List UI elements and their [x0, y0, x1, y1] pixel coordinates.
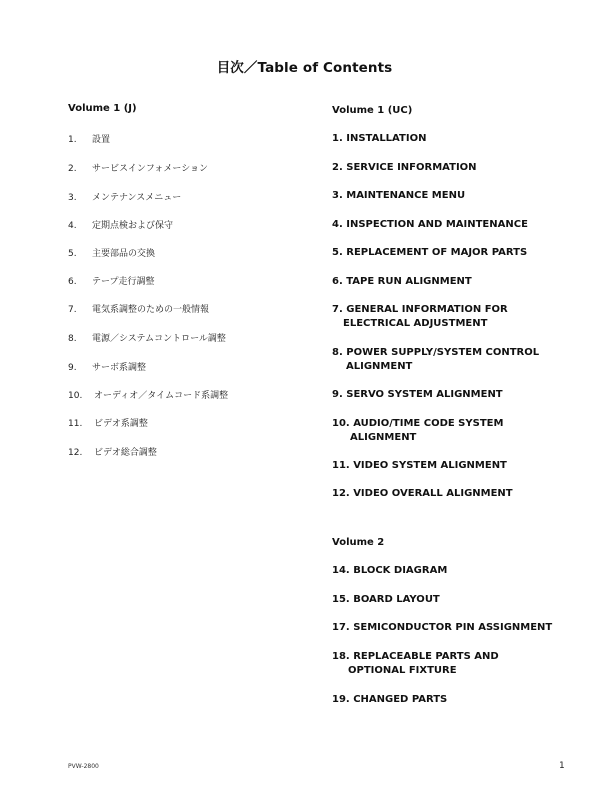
- toc-v2-item-14[interactable]: 14. BLOCK DIAGRAM: [332, 565, 448, 576]
- footer-model-code: PVW-2800: [68, 763, 99, 770]
- toc-uc-item-9[interactable]: 9. SERVO SYSTEM ALIGNMENT: [332, 389, 503, 400]
- toc-j-item-10[interactable]: 10. オーディオ／タイムコード系調整: [68, 391, 229, 401]
- toc-uc-item-2[interactable]: 2. SERVICE INFORMATION: [332, 162, 477, 173]
- toc-j-item-9[interactable]: 9. サーボ系調整: [68, 363, 147, 373]
- volume-2-heading: Volume 2: [332, 537, 385, 548]
- toc-j-item-6[interactable]: 6. テープ走行調整: [68, 277, 155, 287]
- toc-j-item-8[interactable]: 8. 電源／システムコントロール調整: [68, 334, 226, 344]
- page-title: 目次／Table of Contents: [216, 60, 393, 76]
- toc-uc-item-6[interactable]: 6. TAPE RUN ALIGNMENT: [332, 276, 472, 287]
- toc-j-item-1[interactable]: 1. 設置: [68, 135, 111, 145]
- toc-uc-item-8[interactable]: 8. POWER SUPPLY/SYSTEM CONTROL ALIGNMENT: [332, 347, 540, 372]
- toc-j-item-7[interactable]: 7. 電気系調整のための一般情報: [68, 305, 210, 315]
- toc-uc-item-10[interactable]: 10. AUDIO/TIME CODE SYSTEM ALIGNMENT: [332, 418, 504, 443]
- toc-v2-item-17[interactable]: 17. SEMICONDUCTOR PIN ASSIGNMENT: [332, 622, 553, 633]
- page-number: 1: [559, 761, 565, 771]
- toc-uc-item-3[interactable]: 3. MAINTENANCE MENU: [332, 190, 466, 201]
- toc-j-item-11[interactable]: 11. ビデオ系調整: [68, 419, 148, 429]
- toc-uc-item-11[interactable]: 11. VIDEO SYSTEM ALIGNMENT: [332, 460, 507, 471]
- toc-v2-item-19[interactable]: 19. CHANGED PARTS: [332, 694, 448, 705]
- toc-uc-item-1[interactable]: 1. INSTALLATION: [332, 133, 427, 144]
- volume-1-uc-heading: Volume 1 (UC): [332, 105, 413, 116]
- toc-j-item-5[interactable]: 5. 主要部品の交換: [68, 249, 156, 259]
- toc-j-item-4[interactable]: 4. 定期点検および保守: [68, 221, 174, 231]
- toc-uc-item-4[interactable]: 4. INSPECTION AND MAINTENANCE: [332, 219, 528, 230]
- toc-j-item-12[interactable]: 12. ビデオ総合調整: [68, 448, 157, 458]
- toc-uc-item-7[interactable]: 7. GENERAL INFORMATION FOR ELECTRICAL ADJUSTMENT: [332, 304, 508, 329]
- toc-v2-item-15[interactable]: 15. BOARD LAYOUT: [332, 594, 440, 605]
- toc-v2-item-18[interactable]: 18. REPLACEABLE PARTS AND OPTIONAL FIXTURE: [332, 651, 499, 676]
- toc-j-item-3[interactable]: 3. メンテナンスメニュー: [68, 193, 182, 203]
- toc-uc-item-12[interactable]: 12. VIDEO OVERALL ALIGNMENT: [332, 488, 513, 499]
- volume-1-j-heading: Volume 1 (J): [68, 103, 137, 114]
- toc-uc-item-5[interactable]: 5. REPLACEMENT OF MAJOR PARTS: [332, 247, 528, 258]
- toc-j-item-2[interactable]: 2. サービスインフォメーション: [68, 164, 209, 174]
